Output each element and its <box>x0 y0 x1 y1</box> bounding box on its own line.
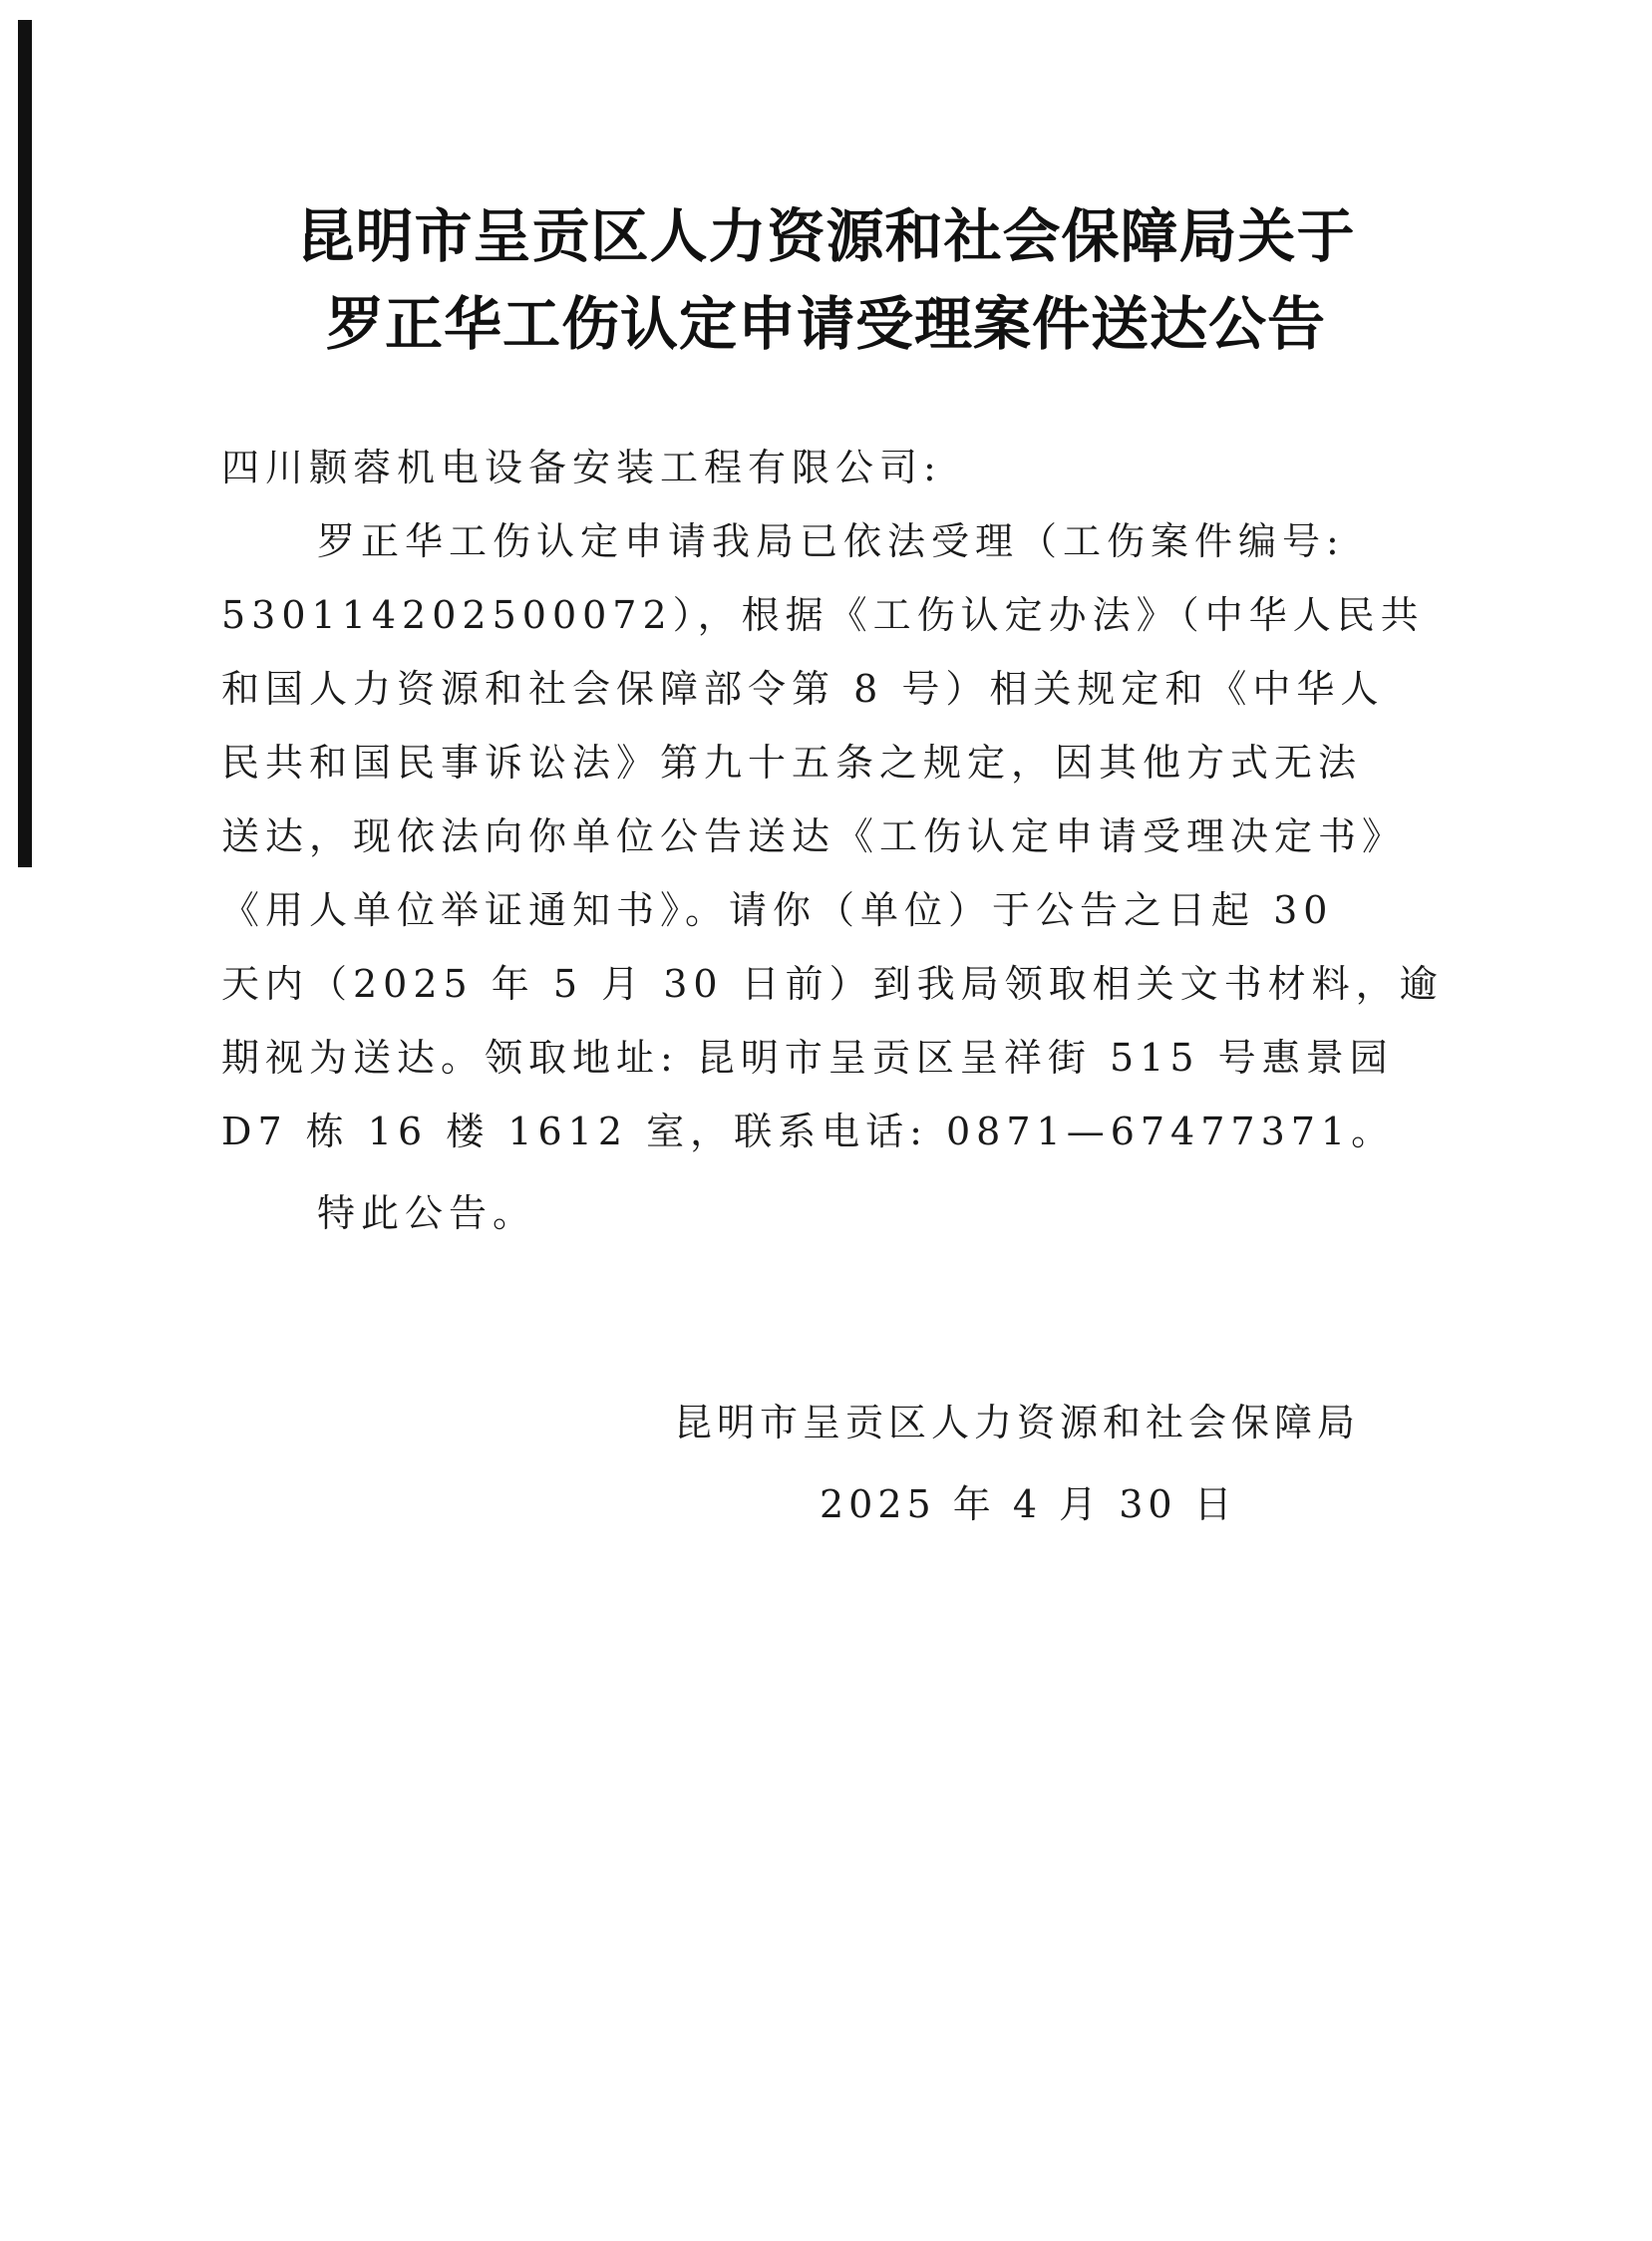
closing-text: 特此公告。 <box>317 1191 537 1235</box>
body-line-5: 送达，现依法向你单位公告送达《工伤认定申请受理决定书》 <box>221 814 1407 858</box>
body-line-4: 民共和国民事诉讼法》第九十五条之规定，因其他方式无法 <box>221 741 1363 785</box>
body-line-9: D7 栋 16 楼 1612 室，联系电话: 0871—67477371。 <box>221 1110 1396 1153</box>
body-line-8: 期视为送达。领取地址: 昆明市呈贡区呈祥街 515 号惠景园 <box>221 1036 1394 1080</box>
addressee: 四川颢蓉机电设备安装工程有限公司: <box>221 446 942 489</box>
body-line-1: 罗正华工伤认定申请我局已依法受理（工伤案件编号: <box>317 519 1345 563</box>
issue-date: 2025 年 4 月 30 日 <box>820 1482 1237 1526</box>
body-line-2: 530114202500072），根据《工伤认定办法》（中华人民共 <box>221 593 1425 637</box>
notice-title-line-2: 罗正华工伤认定申请受理案件送达公告 <box>325 290 1326 358</box>
body-line-7: 天内（2025 年 5 月 30 日前）到我局领取相关文书材料，逾 <box>221 962 1444 1006</box>
issuer-name: 昆明市呈贡区人力资源和社会保障局 <box>674 1401 1361 1444</box>
body-line-3: 和国人力资源和社会保障部令第 8 号）相关规定和《中华人 <box>221 667 1385 711</box>
body-line-6: 《用人单位举证通知书》。请你（单位）于公告之日起 30 <box>221 888 1334 932</box>
notice-title-line-1: 昆明市呈贡区人力资源和社会保障局关于 <box>296 202 1356 270</box>
scan-edge-shadow <box>18 20 32 867</box>
